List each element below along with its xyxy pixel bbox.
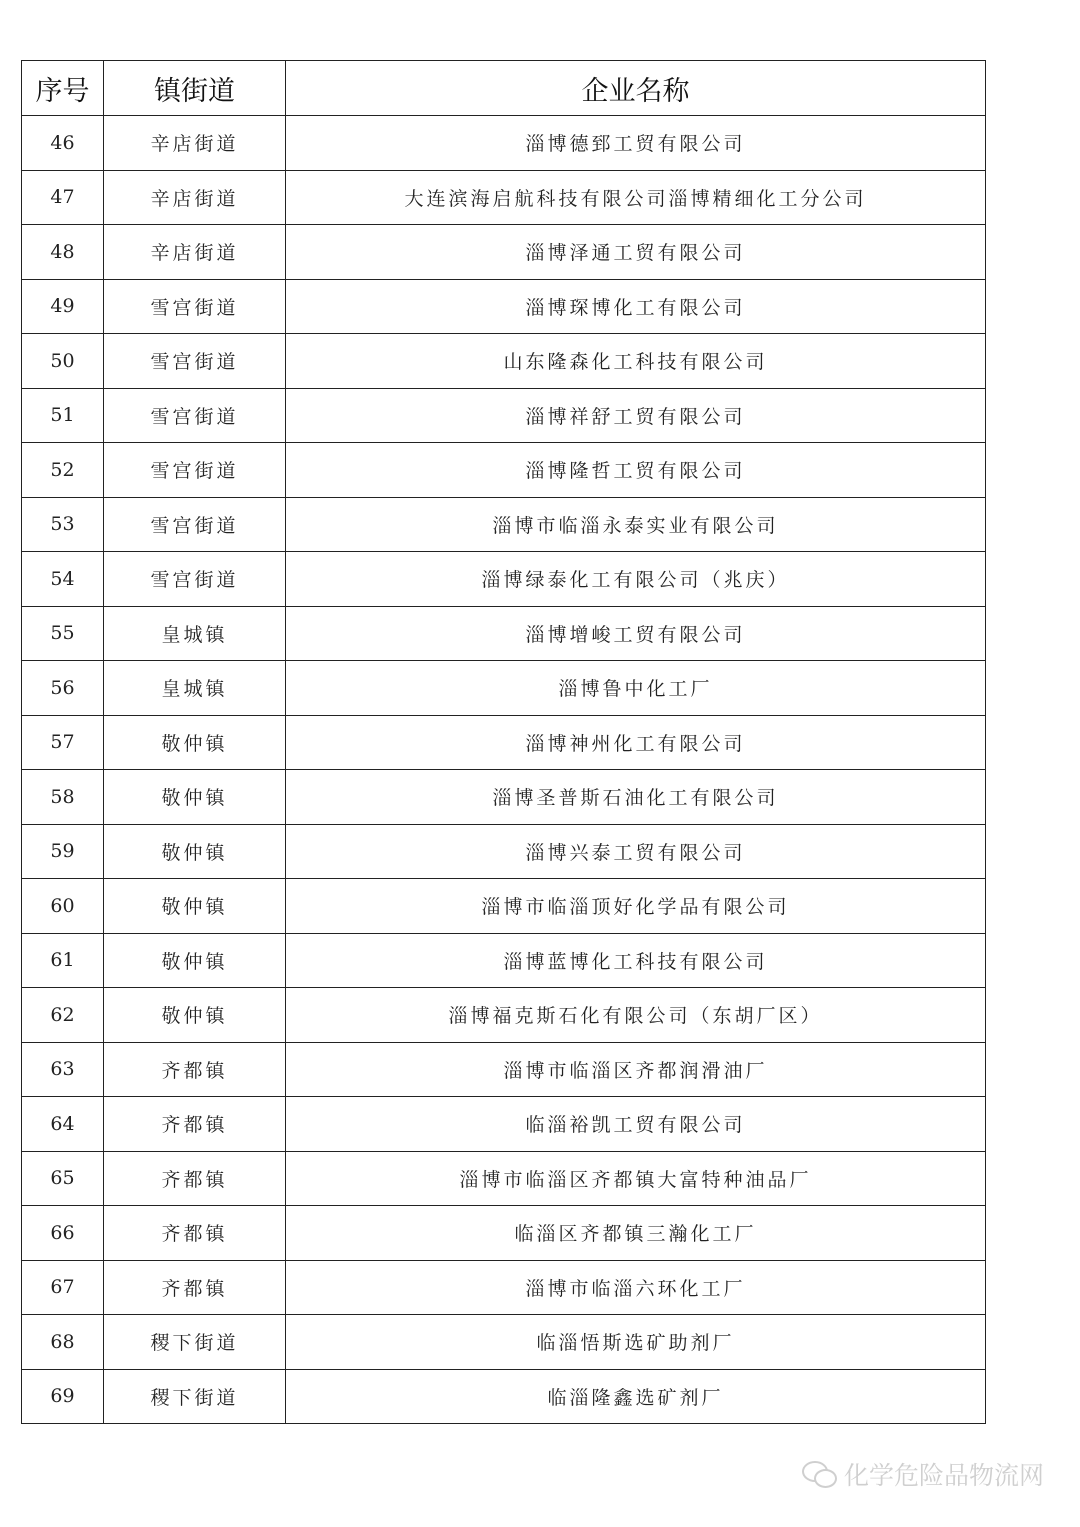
table-row [22, 715, 986, 770]
row-serial-number: 56 [22, 661, 104, 716]
table-row [22, 1206, 986, 1261]
row-serial-number: 63 [22, 1042, 104, 1097]
row-company-name: 淄博祥舒工贸有限公司 [286, 388, 986, 443]
table-row [22, 879, 986, 934]
table-row [22, 1042, 986, 1097]
row-company-name: 淄博蓝博化工科技有限公司 [286, 933, 986, 988]
table-row [22, 497, 986, 552]
row-company-name: 淄博绿泰化工有限公司（兆庆） [286, 552, 986, 607]
row-serial-number: 57 [22, 715, 104, 770]
table-row [22, 443, 986, 498]
row-company-name: 淄博福克斯石化有限公司（东胡厂区） [286, 988, 986, 1043]
row-serial-number: 53 [22, 497, 104, 552]
enterprise-table [21, 60, 986, 1424]
row-company-name: 淄博泽通工贸有限公司 [286, 225, 986, 280]
row-town-street: 齐都镇 [104, 1042, 286, 1097]
watermark-text: 化学危险品物流网 [843, 1461, 1044, 1490]
row-serial-number: 67 [22, 1260, 104, 1315]
row-company-name: 淄博兴泰工贸有限公司 [286, 824, 986, 879]
table-row [22, 1097, 986, 1152]
table-row [22, 933, 986, 988]
row-serial-number: 55 [22, 606, 104, 661]
row-serial-number: 62 [22, 988, 104, 1043]
row-town-street: 辛店街道 [104, 116, 286, 171]
row-town-street: 稷下街道 [104, 1369, 286, 1424]
row-company-name: 临淄隆鑫选矿剂厂 [286, 1369, 986, 1424]
table-row [22, 116, 986, 171]
row-town-street: 雪宫街道 [104, 552, 286, 607]
row-serial-number: 47 [22, 170, 104, 225]
row-company-name: 淄博鲁中化工厂 [286, 661, 986, 716]
row-company-name: 淄博市临淄顶好化学品有限公司 [286, 879, 986, 934]
header-town-street: 镇街道 [104, 61, 286, 116]
row-company-name: 淄博琛博化工有限公司 [286, 279, 986, 334]
row-company-name: 临淄区齐都镇三瀚化工厂 [286, 1206, 986, 1261]
row-serial-number: 49 [22, 279, 104, 334]
table-row [22, 1151, 986, 1206]
row-company-name: 山东隆森化工科技有限公司 [286, 334, 986, 389]
row-town-street: 敬仲镇 [104, 824, 286, 879]
row-company-name: 淄博市临淄区齐都润滑油厂 [286, 1042, 986, 1097]
table-row [22, 661, 986, 716]
table-row [22, 279, 986, 334]
row-town-street: 辛店街道 [104, 170, 286, 225]
table-row [22, 225, 986, 280]
row-company-name: 淄博增峻工贸有限公司 [286, 606, 986, 661]
row-town-street: 雪宫街道 [104, 388, 286, 443]
row-town-street: 敬仲镇 [104, 879, 286, 934]
row-town-street: 敬仲镇 [104, 770, 286, 825]
row-company-name: 淄博市临淄区齐都镇大富特种油品厂 [286, 1151, 986, 1206]
table-row [22, 1369, 986, 1424]
wechat-icon [802, 1461, 836, 1487]
row-town-street: 敬仲镇 [104, 988, 286, 1043]
table-row [22, 1260, 986, 1315]
row-serial-number: 46 [22, 116, 104, 171]
row-town-street: 辛店街道 [104, 225, 286, 280]
row-serial-number: 69 [22, 1369, 104, 1424]
row-town-street: 齐都镇 [104, 1097, 286, 1152]
table-row [22, 552, 986, 607]
row-serial-number: 54 [22, 552, 104, 607]
row-serial-number: 61 [22, 933, 104, 988]
table-header [22, 61, 986, 116]
row-serial-number: 58 [22, 770, 104, 825]
table-row [22, 824, 986, 879]
row-company-name: 临淄悟斯选矿助剂厂 [286, 1315, 986, 1370]
row-company-name: 淄博隆哲工贸有限公司 [286, 443, 986, 498]
row-company-name: 淄博德郅工贸有限公司 [286, 116, 986, 171]
row-town-street: 齐都镇 [104, 1151, 286, 1206]
header-serial-number: 序号 [22, 61, 104, 116]
table-row [22, 170, 986, 225]
table-row [22, 388, 986, 443]
row-town-street: 齐都镇 [104, 1206, 286, 1261]
row-company-name: 淄博圣普斯石油化工有限公司 [286, 770, 986, 825]
row-company-name: 淄博市临淄六环化工厂 [286, 1260, 986, 1315]
row-company-name: 淄博市临淄永泰实业有限公司 [286, 497, 986, 552]
row-company-name: 淄博神州化工有限公司 [286, 715, 986, 770]
row-serial-number: 66 [22, 1206, 104, 1261]
table-row [22, 606, 986, 661]
table-body [22, 116, 986, 1424]
row-town-street: 雪宫街道 [104, 334, 286, 389]
row-company-name: 大连滨海启航科技有限公司淄博精细化工分公司 [286, 170, 986, 225]
table-row [22, 1315, 986, 1370]
row-serial-number: 60 [22, 879, 104, 934]
watermark [802, 1456, 1044, 1492]
row-town-street: 雪宫街道 [104, 497, 286, 552]
row-serial-number: 64 [22, 1097, 104, 1152]
header-company-name: 企业名称 [286, 61, 986, 116]
header-row [22, 61, 986, 116]
row-serial-number: 59 [22, 824, 104, 879]
row-town-street: 皇城镇 [104, 661, 286, 716]
table-row [22, 988, 986, 1043]
row-town-street: 敬仲镇 [104, 933, 286, 988]
table-row [22, 334, 986, 389]
row-serial-number: 52 [22, 443, 104, 498]
row-town-street: 皇城镇 [104, 606, 286, 661]
row-town-street: 敬仲镇 [104, 715, 286, 770]
row-company-name: 临淄裕凯工贸有限公司 [286, 1097, 986, 1152]
row-town-street: 稷下街道 [104, 1315, 286, 1370]
row-town-street: 雪宫街道 [104, 279, 286, 334]
row-serial-number: 68 [22, 1315, 104, 1370]
table-row [22, 770, 986, 825]
row-serial-number: 65 [22, 1151, 104, 1206]
row-serial-number: 50 [22, 334, 104, 389]
row-serial-number: 51 [22, 388, 104, 443]
row-town-street: 齐都镇 [104, 1260, 286, 1315]
row-town-street: 雪宫街道 [104, 443, 286, 498]
row-serial-number: 48 [22, 225, 104, 280]
